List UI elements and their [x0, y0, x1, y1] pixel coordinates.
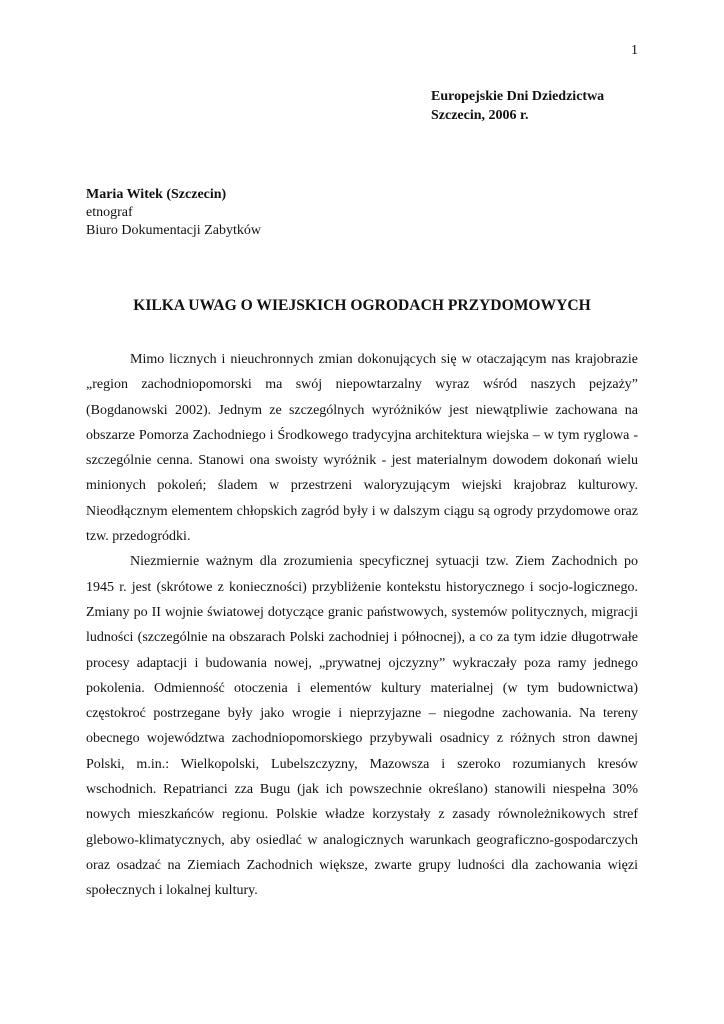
event-header — [431, 87, 604, 125]
event-place-date: Szczecin, 2006 r. — [431, 108, 529, 123]
author-name: Maria Witek (Szczecin) — [86, 187, 227, 202]
article-title: KILKA UWAG O WIEJSKICH OGRODACH PRZYDOMOWYCH — [133, 297, 591, 314]
article-body — [86, 347, 638, 904]
page-number: 1 — [631, 43, 638, 58]
event-name: Europejskie Dni Dziedzictwa — [431, 89, 605, 104]
paragraph: Niezmiernie ważnym dla zrozumienia specyficznej sytuacji tzw. Ziem Zachodnich po 1945 r. jest (skrótowe z konieczności) przybliżenie kontekstu historycznego i socjo-logicznego. Zmiany po II wojnie światowej dotyczące granic państwowych, systemów politycznych, migracji ludności (szczególnie na obszarach Polski zachodniej i północnej), a co za tym idzie długotrwałe procesy adaptacji i budowania nowej, „prywatnej ojczyzny” wykraczały poza ramy jednego pokolenia. Odmienność otoczenia i elementów kultury materialnej (w tym budownictwa) częstokroć postrzegane były jako wrogie i nieprzyjazne – niegodne zachowania. Na tereny obecnego województwa zachodniopomorskiego przybywali osadnicy z różnych stron dawnej Polski, m.in.: Wielkopolski, Lubelszczyzny, Mazowsza i szeroko rozumianych kresów wschodnich. Repatrianci zza Bugu (jak ich powszechnie określano) stanowili niespełna 30% nowych mieszkańców regionu. Polskie władze korzystały z zasady równoleżnikowych stref glebowo-klimatycznych, aby osiedlać w analogicznych warunkach geograficzno-gospodarczych oraz osadzać na Ziemiach Zachodnich większe, zwarte grupy ludności dla zachowania więzi społecznych i lokalnej kultury. — [86, 554, 638, 899]
author-institution: Biuro Dokumentacji Zabytków — [86, 223, 261, 238]
author-role: etnograf — [86, 205, 133, 220]
paragraph: Mimo licznych i nieuchronnych zmian dokonujących się w otaczającym nas krajobrazie „region zachodniopomorski ma swój niepowtarzalny wyraz wśród naszych pejzaży” (Bogdanowski 2002). Jednym ze szczególnych wyróżników jest niewątpliwie zachowana na obszarze Pomorza Zachodniego i Środkowego tradycyjna architektura wiejska – w tym ryglowa - szczególnie cenna. Stanowi ona swoisty wyróżnik - jest materialnym dowodem dokonań wielu minionych pokoleń; śladem w przestrzeni waloryzującym wiejski krajobraz kulturowy. Nieodłącznym elementem chłopskich zagród były i w dalszym ciągu są ogrody przydomowe oraz tzw. przedogródki. — [86, 352, 638, 545]
author-block — [86, 186, 261, 240]
